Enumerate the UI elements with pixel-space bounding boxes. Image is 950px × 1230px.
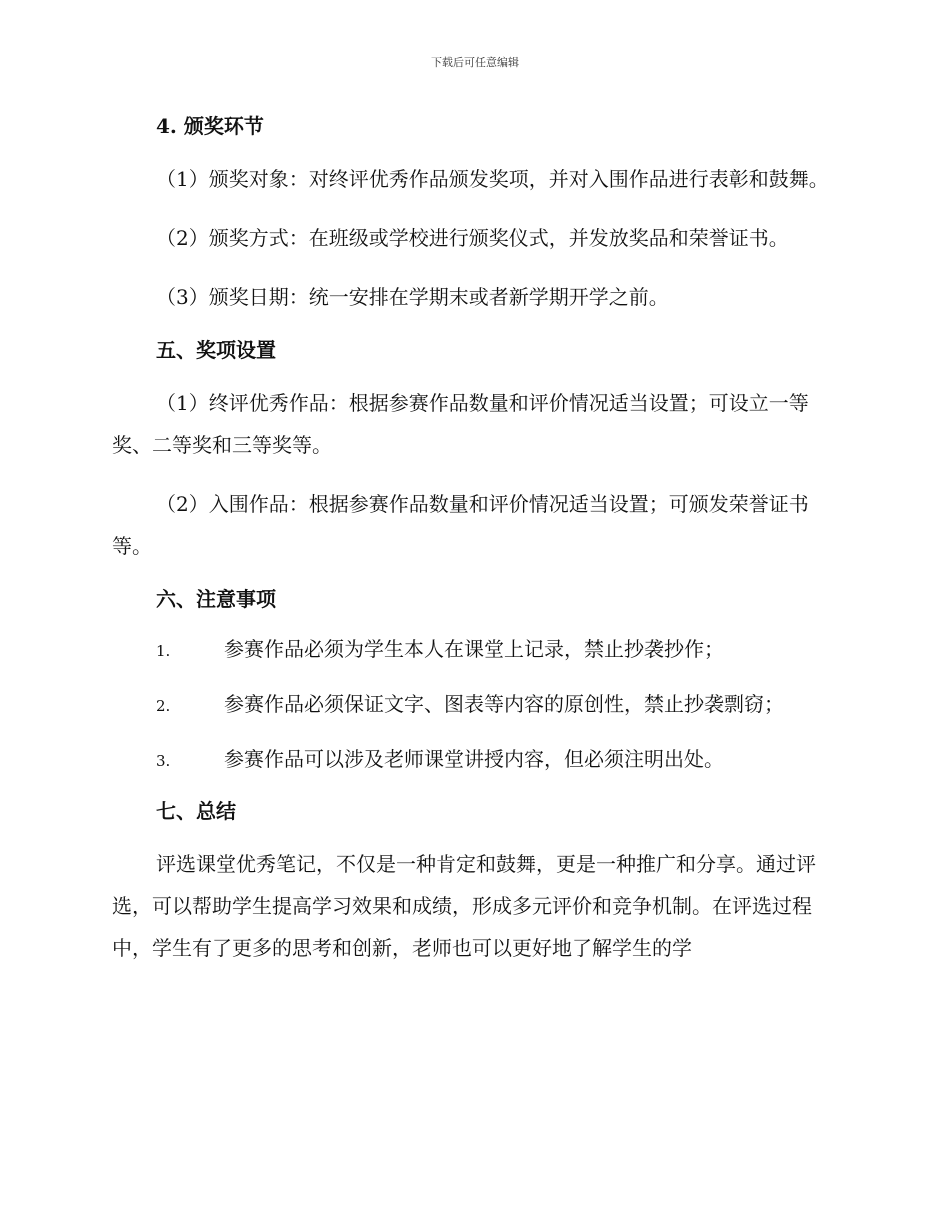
document-body (112, 108, 832, 969)
list-item-text: 参赛作品可以涉及老师课堂讲授内容，但必须注明出处。 (224, 747, 724, 771)
list-item-number: 1. (156, 642, 171, 660)
section-heading-award-settings: 五、奖项设置 (156, 338, 276, 362)
list-item (112, 686, 832, 724)
list-item-text: 参赛作品必须保证文字、图表等内容的原创性，禁止抄袭剽窃； (224, 692, 784, 716)
paragraph-award-date: （3）颁奖日期：统一安排在学期末或者新学期开学之前。 (156, 285, 669, 309)
paragraph-shortlisted-works: （2）入围作品：根据参赛作品数量和评价情况适当设置；可颁发荣誉证书等。 (112, 492, 809, 558)
list-item-number: 3. (156, 752, 171, 770)
section-heading-awards-ceremony: 4. 颁奖环节 (156, 114, 264, 138)
paragraph-final-excellent-works: （1）终评优秀作品：根据参赛作品数量和评价情况适当设置；可设立一等奖、二等奖和三等奖等。 (112, 391, 809, 457)
section-heading-notes: 六、注意事项 (156, 587, 276, 611)
section-heading-summary: 七、总结 (156, 799, 236, 823)
paragraph-award-target: （1）颁奖对象：对终评优秀作品颁发奖项，并对入围作品进行表彰和鼓舞。 (156, 167, 829, 191)
page-header-note: 下载后可任意编辑 (431, 56, 519, 69)
list-item-number: 2. (156, 697, 171, 715)
list-item (112, 631, 832, 669)
list-item (112, 741, 832, 779)
paragraph-award-method: （2）颁奖方式：在班级或学校进行颁奖仪式，并发放奖品和荣誉证书。 (156, 226, 789, 250)
list-item-text: 参赛作品必须为学生本人在课堂上记录，禁止抄袭抄作； (224, 637, 724, 661)
paragraph-summary: 评选课堂优秀笔记，不仅是一种肯定和鼓舞，更是一种推广和分享。通过评选，可以帮助学生提高学习效果和成绩，形成多元评价和竞争机制。在评选过程中，学生有了更多的思考和创新，老师也可以更好地了解学生的学 (112, 852, 816, 960)
